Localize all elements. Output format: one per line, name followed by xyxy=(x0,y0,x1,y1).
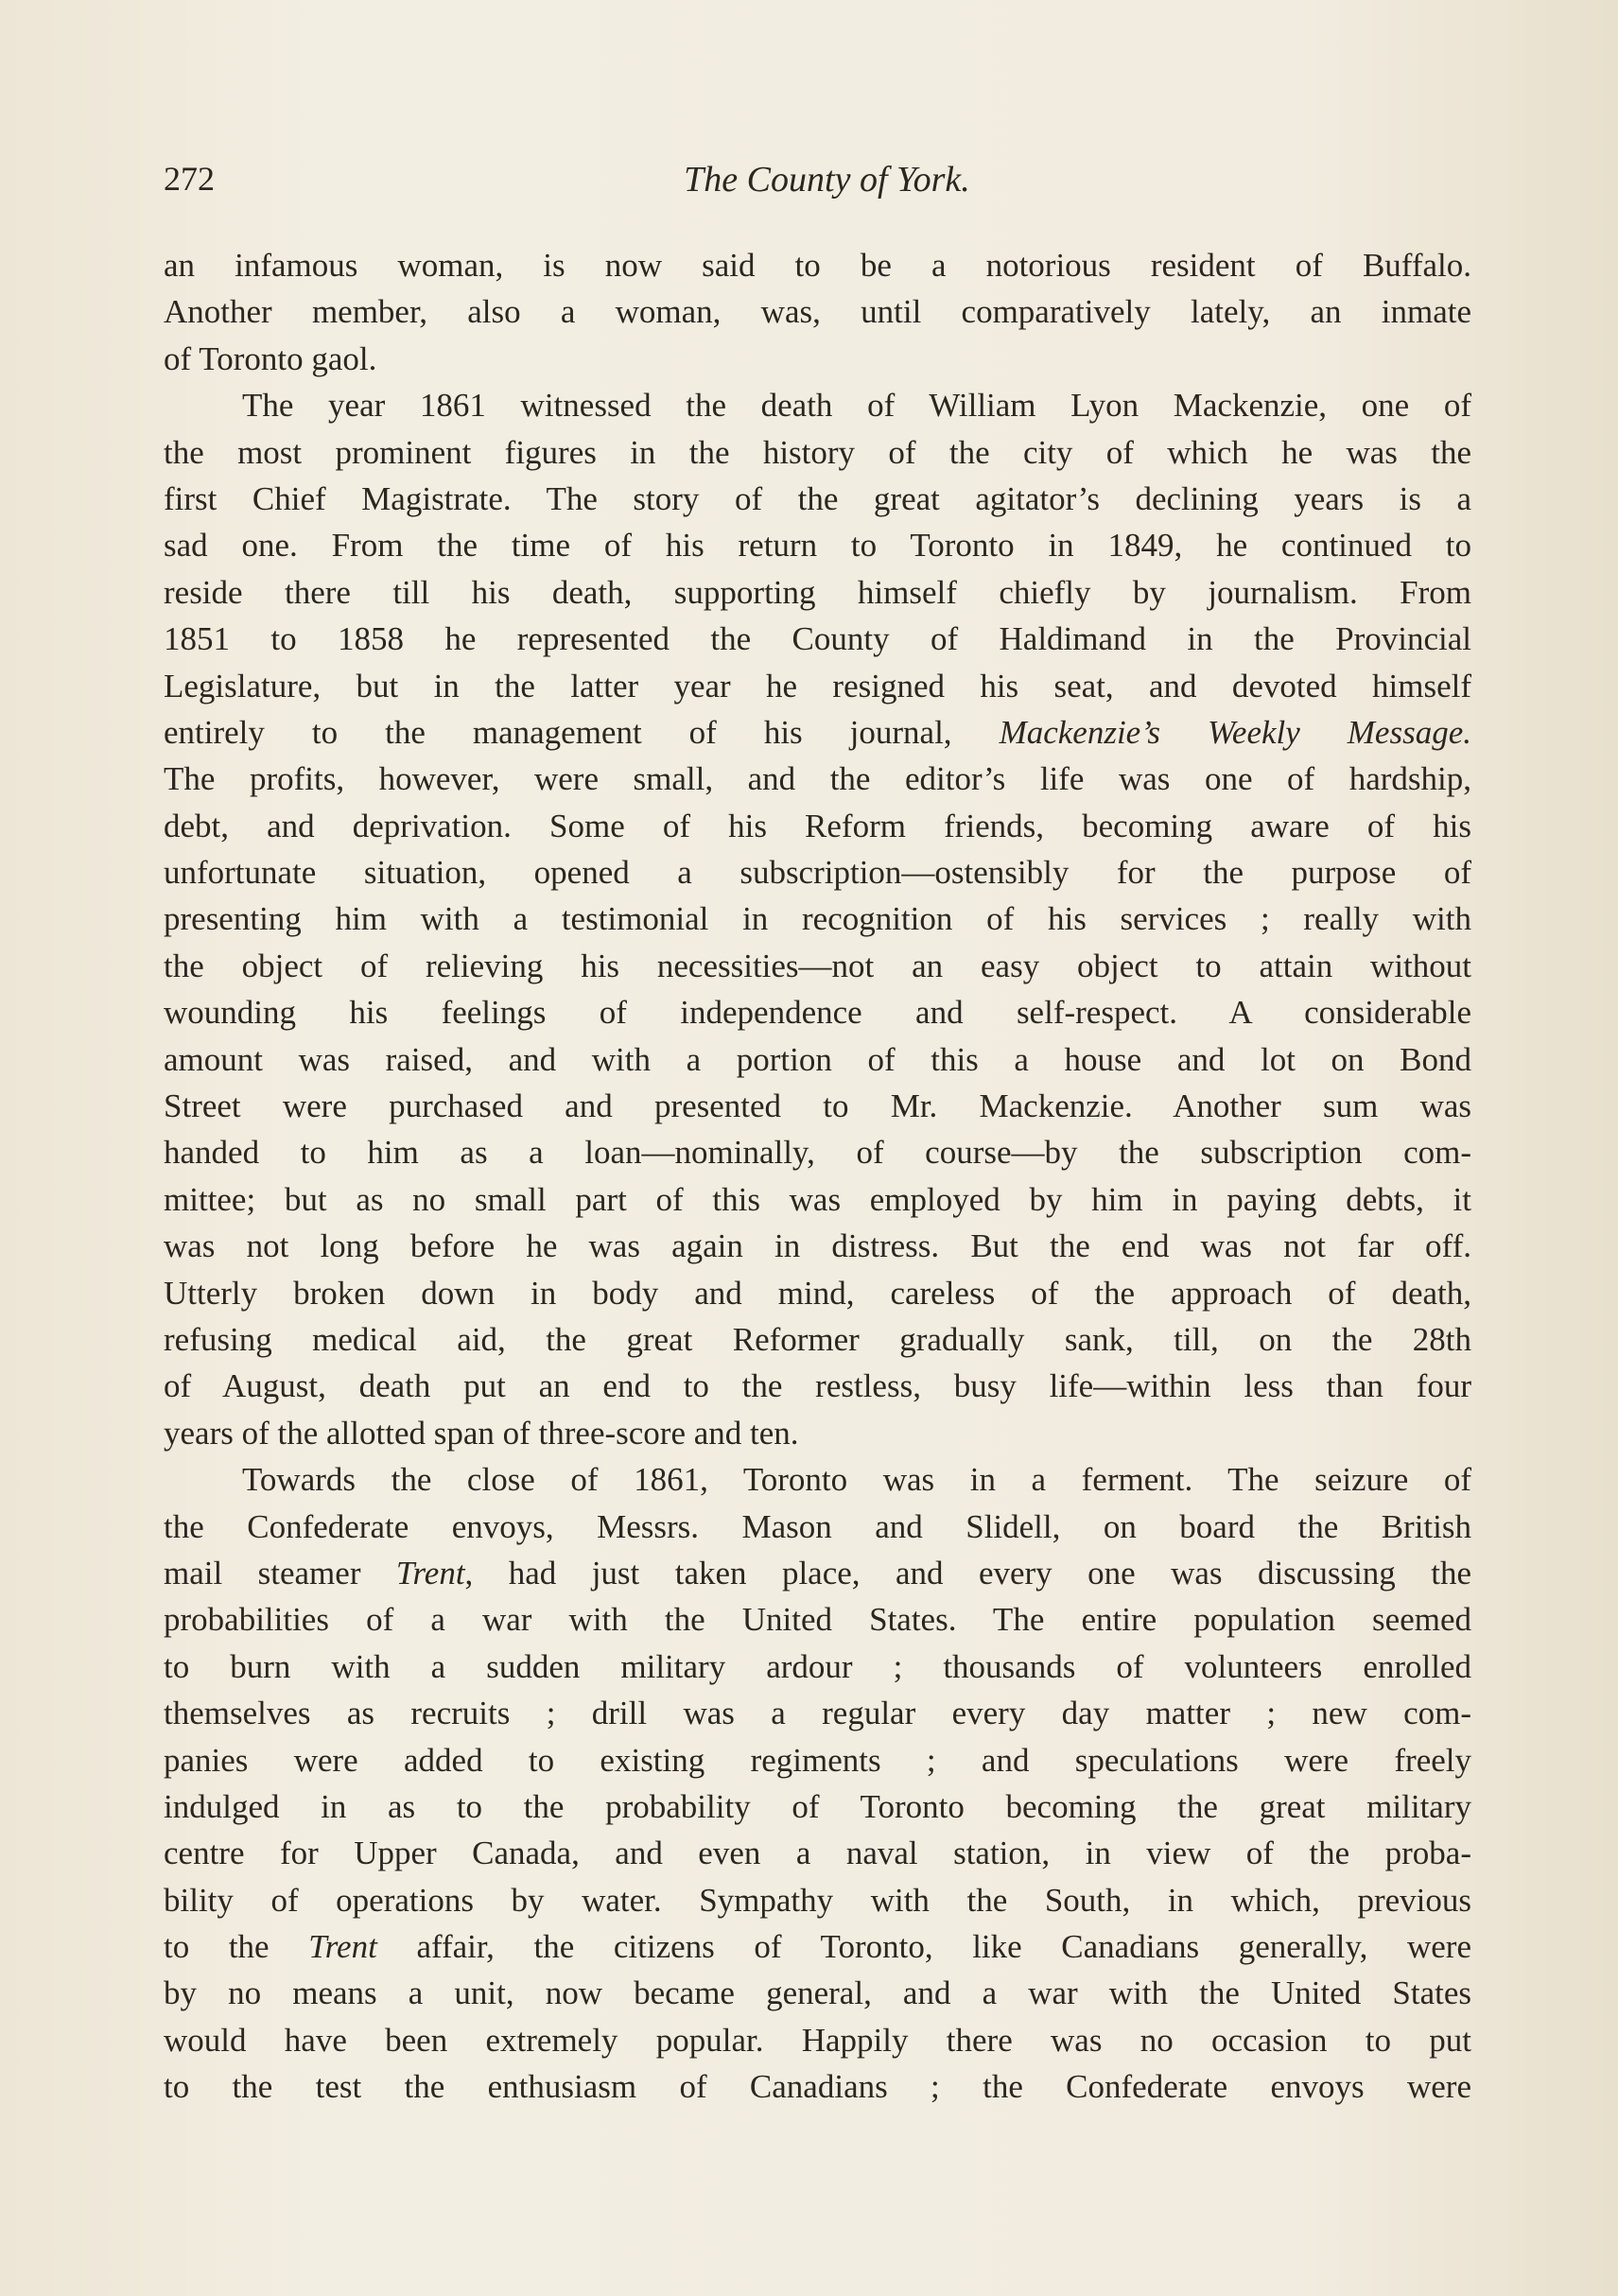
text-segment: centre for Upper Canada, and even a naval station, in view of the proba- xyxy=(164,1835,1471,1872)
text-segment: affair, the citizens of Toronto, like Canadians generally, were xyxy=(376,1928,1471,1966)
text-line xyxy=(164,429,1471,476)
text-segment: entirely to the management of his journal, xyxy=(164,713,1000,751)
italic-text: Trent xyxy=(308,1928,377,1966)
text-line xyxy=(164,663,1471,709)
text-line xyxy=(164,1550,1471,1596)
text-segment: probabilities of a war with the United States. The entire population seemed xyxy=(164,1601,1471,1639)
running-header xyxy=(164,159,1471,206)
text-segment: indulged in as to the probability of Toronto becoming the great military xyxy=(164,1787,1471,1825)
text-segment: was not long before he was again in distress. But the end was not far off. xyxy=(164,1227,1471,1265)
text-line xyxy=(164,803,1471,849)
text-line xyxy=(164,1036,1471,1083)
text-segment: the Confederate envoys, Messrs. Mason and Slidell, on board the British xyxy=(164,1507,1471,1545)
text-segment: , had just taken place, and every one was discussing the xyxy=(464,1554,1471,1592)
text-line xyxy=(164,1690,1471,1736)
text-line xyxy=(164,989,1471,1035)
text-segment: Legislature, but in the latter year he resigned his seat, and devoted himself xyxy=(164,667,1471,704)
text-segment: first Chief Magistrate. The story of the great agitator’s declining years is a xyxy=(164,479,1471,517)
text-line xyxy=(164,1783,1471,1830)
text-line xyxy=(164,943,1471,989)
text-segment: by no means a unit, now became general, and a war with the United States xyxy=(164,1974,1471,2012)
text-line xyxy=(164,756,1471,802)
text-line xyxy=(164,1456,1471,1503)
text-line xyxy=(164,1410,1471,1456)
text-segment: Towards the close of 1861, Toronto was in a ferment. The seizure of xyxy=(242,1461,1471,1499)
text-line xyxy=(164,2063,1471,2110)
italic-text: Mackenzie’s Weekly Message. xyxy=(999,713,1471,751)
text-segment: debt, and deprivation. Some of his Reform friends, becoming aware of his xyxy=(164,807,1471,844)
text-segment: would have been extremely popular. Happily there was no occasion to put xyxy=(164,2021,1471,2059)
text-line xyxy=(164,616,1471,662)
text-segment: Utterly broken down in body and mind, careless of the approach of death, xyxy=(164,1274,1471,1312)
text-segment: 1851 to 1858 he represented the County of Haldimand in the Provincial xyxy=(164,620,1471,658)
text-segment: handed to him as a loan—nominally, of course—by the subscription com- xyxy=(164,1134,1471,1172)
text-line xyxy=(164,896,1471,942)
text-line xyxy=(164,336,1471,382)
text-segment: years of the allotted span of three-score and ten. xyxy=(164,1414,799,1452)
text-line xyxy=(164,1596,1471,1643)
text-line xyxy=(164,569,1471,616)
text-line xyxy=(164,1316,1471,1363)
text-segment: mail steamer xyxy=(164,1554,396,1592)
text-segment: mittee; but as no small part of this was employed by him in paying debts, it xyxy=(164,1180,1471,1218)
text-line xyxy=(164,1223,1471,1269)
text-line xyxy=(164,1644,1471,1690)
text-segment: refusing medical aid, the great Reformer gradually sank, till, on the 28th xyxy=(164,1320,1471,1358)
paragraph xyxy=(164,242,1471,382)
text-segment: The profits, however, were small, and the editor’s life was one of hardship, xyxy=(164,760,1471,798)
text-segment: of August, death put an end to the restless, busy life—within less than four xyxy=(164,1367,1471,1405)
text-line xyxy=(164,242,1471,288)
text-segment: presenting him with a testimonial in recognition of his services ; really with xyxy=(164,900,1471,938)
text-line xyxy=(164,849,1471,896)
text-segment: amount was raised, and with a portion of this a house and lot on Bond xyxy=(164,1040,1471,1078)
text-line xyxy=(164,1970,1471,2016)
text-segment: to the xyxy=(164,1928,309,1966)
text-line xyxy=(164,1176,1471,1223)
body-text xyxy=(164,242,1471,2111)
text-segment: the object of relieving his necessities—not an easy object to attain without xyxy=(164,947,1471,984)
text-segment: to the test the enthusiasm of Canadians ; the Confederate envoys were xyxy=(164,2068,1471,2106)
text-line xyxy=(164,1270,1471,1316)
text-line xyxy=(164,1923,1471,1970)
text-line xyxy=(164,522,1471,568)
text-line xyxy=(164,382,1471,428)
text-segment: themselves as recruits ; drill was a regular every day matter ; new com- xyxy=(164,1695,1471,1732)
text-segment: the most prominent figures in the history of the city of which he was the xyxy=(164,433,1471,471)
text-segment: Another member, also a woman, was, until comparatively lately, an inmate xyxy=(164,293,1471,331)
text-segment: reside there till his death, supporting himself chiefly by journalism. From xyxy=(164,573,1471,611)
text-line xyxy=(164,1830,1471,1876)
text-segment: The year 1861 witnessed the death of William Lyon Mackenzie, one of xyxy=(242,387,1471,425)
text-segment: wounding his feelings of independence and self-respect. A considerable xyxy=(164,994,1471,1032)
text-segment: unfortunate situation, opened a subscription—ostensibly for the purpose of xyxy=(164,854,1471,892)
text-segment: bility of operations by water. Sympathy with the South, in which, previous xyxy=(164,1881,1471,1919)
text-line xyxy=(164,1504,1471,1550)
text-line xyxy=(164,1363,1471,1409)
italic-text: Trent xyxy=(395,1554,465,1592)
text-segment: of Toronto gaol. xyxy=(164,339,377,377)
text-line xyxy=(164,1877,1471,1923)
text-segment: to burn with a sudden military ardour ; thousands of volunteers enrolled xyxy=(164,1647,1471,1685)
text-segment: panies were added to existing regiments ; and speculations were freely xyxy=(164,1741,1471,1779)
text-segment: sad one. From the time of his return to Toronto in 1849, he continued to xyxy=(164,527,1471,565)
text-line xyxy=(164,476,1471,522)
running-title: The County of York. xyxy=(684,160,970,200)
paragraph xyxy=(164,382,1471,1456)
paragraph xyxy=(164,1456,1471,2110)
text-line xyxy=(164,1083,1471,1129)
text-line xyxy=(164,709,1471,756)
text-segment: Street were purchased and presented to Mr. Mackenzie. Another sum was xyxy=(164,1087,1471,1125)
text-line xyxy=(164,2017,1471,2063)
text-line xyxy=(164,288,1471,335)
page-number: 272 xyxy=(164,160,215,198)
text-segment: an infamous woman, is now said to be a notorious resident of Buffalo. xyxy=(164,247,1471,284)
text-line xyxy=(164,1129,1471,1175)
text-line xyxy=(164,1737,1471,1783)
